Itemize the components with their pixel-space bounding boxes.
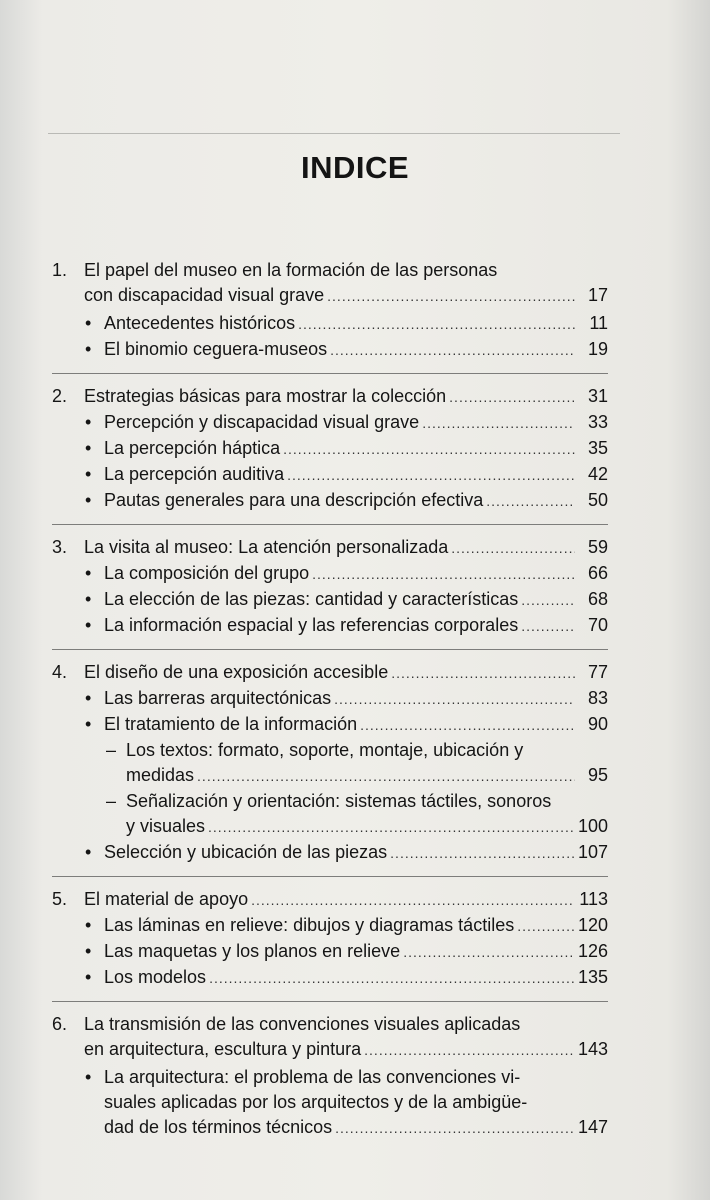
item-title: Los modelos bbox=[104, 967, 207, 987]
page-number: 19 bbox=[587, 339, 608, 359]
toc-chapter-4[interactable] bbox=[52, 660, 608, 686]
toc-item[interactable] bbox=[52, 613, 608, 639]
toc-item[interactable] bbox=[52, 686, 608, 712]
item-title: El binomio ceguera-museos bbox=[104, 339, 328, 359]
page-number: 77 bbox=[587, 662, 608, 682]
toc-chapter-3[interactable] bbox=[52, 535, 608, 561]
toc-chapter-5[interactable] bbox=[52, 887, 608, 913]
page-number: 113 bbox=[579, 889, 608, 909]
toc-section-3 bbox=[52, 535, 608, 639]
page-number: 83 bbox=[587, 688, 608, 708]
bullet-icon: • bbox=[85, 563, 92, 583]
page-number: 50 bbox=[587, 490, 608, 510]
table-of-contents bbox=[52, 258, 608, 1141]
item-title-line: La arquitectura: el problema de las convenciones vi- bbox=[104, 1067, 521, 1087]
item-title: La percepción háptica bbox=[104, 438, 281, 458]
toc-item[interactable] bbox=[52, 587, 608, 613]
dot-leader bbox=[197, 764, 575, 789]
dot-leader bbox=[449, 385, 575, 410]
item-title: La percepción auditiva bbox=[104, 464, 285, 484]
bullet-icon: • bbox=[85, 714, 92, 734]
item-title: Las láminas en relieve: dibujos y diagramas táctiles bbox=[104, 915, 515, 935]
toc-section-1 bbox=[52, 258, 608, 363]
page-number: 11 bbox=[589, 313, 608, 333]
section-divider bbox=[52, 876, 608, 877]
item-title: La información espacial y las referencias corporales bbox=[104, 615, 519, 635]
chapter-number: 6. bbox=[52, 1014, 68, 1034]
bullet-icon: • bbox=[85, 915, 92, 935]
page-title: INDICE bbox=[300, 150, 410, 185]
chapter-title-line: en arquitectura, escultura y pintura bbox=[84, 1039, 362, 1059]
dot-leader bbox=[360, 713, 575, 738]
page-number: 59 bbox=[587, 537, 608, 557]
toc-item[interactable] bbox=[52, 462, 608, 488]
bullet-icon: • bbox=[85, 589, 92, 609]
item-title: Pautas generales para una descripción efectiva bbox=[104, 490, 484, 510]
chapter-number: 3. bbox=[52, 537, 68, 557]
chapter-title-line: Estrategias básicas para mostrar la colección bbox=[84, 386, 447, 406]
dot-leader bbox=[330, 338, 575, 363]
dot-leader bbox=[451, 536, 575, 561]
chapter-title-line: La visita al museo: La atención personalizada bbox=[84, 537, 449, 557]
bullet-icon: • bbox=[85, 967, 92, 987]
page-number: 147 bbox=[577, 1117, 608, 1137]
toc-item[interactable] bbox=[52, 410, 608, 436]
bullet-icon: • bbox=[85, 1067, 92, 1087]
toc-chapter-6[interactable] bbox=[52, 1012, 608, 1063]
item-title: Las barreras arquitectónicas bbox=[104, 688, 332, 708]
subitem-title-line: y visuales bbox=[126, 816, 206, 836]
subitem-title-line: medidas bbox=[126, 765, 195, 785]
page-number: 100 bbox=[577, 816, 608, 836]
bullet-icon: • bbox=[85, 842, 92, 862]
chapter-title-line: con discapacidad visual grave bbox=[84, 285, 325, 305]
section-divider bbox=[52, 524, 608, 525]
subitem-title-line: Señalización y orientación: sistemas táctiles, sonoros bbox=[126, 791, 552, 811]
page-number: 107 bbox=[577, 842, 608, 862]
dash-icon: – bbox=[106, 740, 117, 760]
toc-item[interactable] bbox=[52, 712, 608, 738]
dot-leader bbox=[486, 489, 575, 514]
dot-leader bbox=[209, 966, 575, 991]
toc-section-2 bbox=[52, 384, 608, 514]
page-number: 95 bbox=[587, 765, 608, 785]
dot-leader bbox=[251, 888, 575, 913]
dot-leader bbox=[391, 661, 575, 686]
bullet-icon: • bbox=[85, 615, 92, 635]
page-number: 126 bbox=[577, 941, 608, 961]
toc-item[interactable] bbox=[52, 337, 608, 363]
item-title: Selección y ubicación de las piezas bbox=[104, 842, 388, 862]
toc-subitem[interactable] bbox=[52, 789, 608, 840]
chapter-number: 5. bbox=[52, 889, 68, 909]
toc-section-6 bbox=[52, 1012, 608, 1141]
dot-leader bbox=[283, 437, 575, 462]
dot-leader bbox=[298, 312, 575, 337]
bullet-icon: • bbox=[85, 339, 92, 359]
item-title: Las maquetas y los planos en relieve bbox=[104, 941, 401, 961]
chapter-title-line: El material de apoyo bbox=[84, 889, 249, 909]
item-title: El tratamiento de la información bbox=[104, 714, 358, 734]
page-number: 68 bbox=[587, 589, 608, 609]
bullet-icon: • bbox=[85, 490, 92, 510]
dot-leader bbox=[287, 463, 575, 488]
toc-item[interactable] bbox=[52, 840, 608, 866]
bullet-icon: • bbox=[85, 941, 92, 961]
item-title: La composición del grupo bbox=[104, 563, 310, 583]
dot-leader bbox=[403, 940, 575, 965]
toc-section-4 bbox=[52, 660, 608, 866]
dot-leader bbox=[517, 914, 575, 939]
item-title: Antecedentes históricos bbox=[104, 313, 296, 333]
bullet-icon: • bbox=[85, 412, 92, 432]
chapter-title-line: El diseño de una exposición accesible bbox=[84, 662, 389, 682]
toc-subitem[interactable] bbox=[52, 738, 608, 789]
bullet-icon: • bbox=[85, 313, 92, 333]
chapter-title-line: La transmisión de las convenciones visuales aplicadas bbox=[84, 1014, 521, 1034]
chapter-number: 4. bbox=[52, 662, 68, 682]
dot-leader bbox=[364, 1038, 575, 1063]
dot-leader bbox=[422, 411, 575, 436]
page-number: 31 bbox=[587, 386, 608, 406]
item-title-line: suales aplicadas por los arquitectos y de la ambigüe- bbox=[104, 1092, 528, 1112]
page-number: 143 bbox=[577, 1039, 608, 1059]
header-rule bbox=[48, 133, 620, 134]
item-title: Percepción y discapacidad visual grave bbox=[104, 412, 420, 432]
dot-leader bbox=[335, 1116, 575, 1141]
section-divider bbox=[52, 1001, 608, 1002]
page-number: 17 bbox=[587, 285, 608, 305]
page-number: 66 bbox=[587, 563, 608, 583]
dot-leader bbox=[521, 614, 575, 639]
item-title-line: dad de los términos técnicos bbox=[104, 1117, 333, 1137]
toc-item[interactable] bbox=[52, 488, 608, 514]
page-number: 35 bbox=[587, 438, 608, 458]
section-divider bbox=[52, 649, 608, 650]
dash-icon: – bbox=[106, 791, 117, 811]
dot-leader bbox=[334, 687, 575, 712]
dot-leader bbox=[312, 562, 575, 587]
item-title: La elección de las piezas: cantidad y características bbox=[104, 589, 519, 609]
toc-item[interactable] bbox=[52, 1065, 608, 1141]
dot-leader bbox=[521, 588, 575, 613]
toc-item[interactable] bbox=[52, 561, 608, 587]
toc-item[interactable] bbox=[52, 311, 608, 337]
page-number: 120 bbox=[577, 915, 608, 935]
section-divider bbox=[52, 373, 608, 374]
page-number: 70 bbox=[587, 615, 608, 635]
toc-item[interactable] bbox=[52, 965, 608, 991]
page-number: 33 bbox=[587, 412, 608, 432]
bullet-icon: • bbox=[85, 688, 92, 708]
chapter-number: 2. bbox=[52, 386, 68, 406]
page-number: 90 bbox=[587, 714, 608, 734]
bullet-icon: • bbox=[85, 438, 92, 458]
dot-leader bbox=[327, 284, 575, 309]
dot-leader bbox=[208, 815, 575, 840]
toc-item[interactable] bbox=[52, 913, 608, 939]
toc-item[interactable] bbox=[52, 436, 608, 462]
bullet-icon: • bbox=[85, 464, 92, 484]
page-number: 42 bbox=[587, 464, 608, 484]
toc-chapter-2[interactable] bbox=[52, 384, 608, 410]
subitem-title-line: Los textos: formato, soporte, montaje, ubicación y bbox=[126, 740, 524, 760]
chapter-number: 1. bbox=[52, 260, 68, 280]
chapter-title-line: El papel del museo en la formación de las personas bbox=[84, 260, 498, 280]
toc-chapter-1[interactable] bbox=[52, 258, 608, 309]
page-number: 135 bbox=[577, 967, 608, 987]
dot-leader bbox=[390, 841, 575, 866]
toc-item[interactable] bbox=[52, 939, 608, 965]
toc-section-5 bbox=[52, 887, 608, 991]
